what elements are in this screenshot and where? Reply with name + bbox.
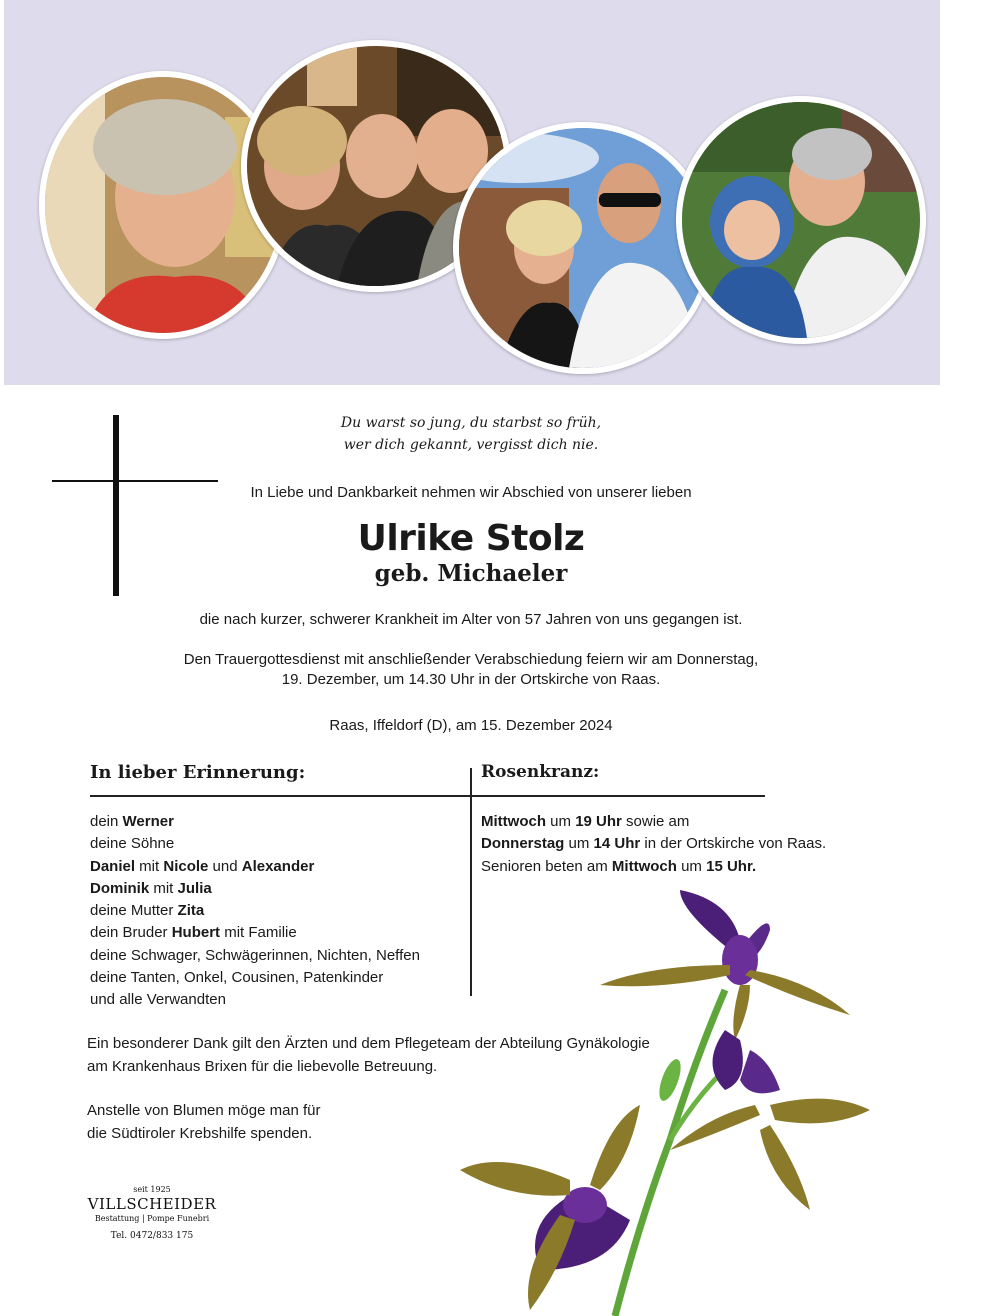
- intro-text: In Liebe und Dankbarkeit nehmen wir Abschied von unserer lieben: [250, 484, 692, 501]
- memory-heading: In lieber Erinnerung:: [90, 762, 306, 783]
- list-item: deine Söhne: [90, 835, 175, 853]
- thanks-line-1: Ein besonderer Dank gilt den Ärzten und dem Pflegeteam der Abteilung Gynäkologie: [87, 1035, 650, 1052]
- deceased-name: Ulrike Stolz: [357, 518, 585, 559]
- list-item: deine Tanten, Onkel, Cousinen, Patenkinder: [90, 969, 384, 987]
- rosary-heading: Rosenkranz:: [481, 762, 600, 782]
- list-item: Daniel mit Nicole und Alexander: [90, 857, 315, 875]
- service-line-1: Den Trauergottesdienst mit anschließender Verabschiedung feiern wir am Donnerstag,: [183, 651, 759, 668]
- rosary-line: Donnerstag um 14 Uhr in der Ortskirche von Raas.: [481, 835, 827, 853]
- donation-text: [87, 1100, 320, 1145]
- verse-line-2: wer dich gekannt, vergisst dich nie.: [343, 437, 599, 453]
- logo-subtitle: Bestattung | Pompe Funebri: [94, 1214, 210, 1223]
- rosary-line: Senioren beten am Mittwoch um 15 Uhr.: [481, 857, 757, 875]
- list-item: dein Werner: [90, 813, 174, 830]
- logo-since: seit 1925: [133, 1185, 171, 1194]
- orchid-flower-bottom: [460, 1105, 640, 1310]
- rosary-info: [481, 811, 826, 878]
- verse-line-1: Du warst so jung, du starbst so früh,: [340, 415, 602, 431]
- section-divider-horizontal: [90, 795, 765, 797]
- orchid-flower-top: [600, 890, 850, 1040]
- logo-phone: Tel. 0472/833 175: [110, 1231, 194, 1241]
- birth-name: geb. Michaeler: [374, 560, 568, 587]
- service-info: [150, 650, 792, 690]
- photo-woman-with-child: [676, 96, 926, 344]
- photo-couple-outdoors: [453, 122, 713, 374]
- donation-line-1: Anstelle von Blumen möge man für: [87, 1102, 321, 1119]
- list-item: deine Schwager, Schwägerinnen, Nichten, Neffen: [90, 946, 420, 964]
- logo-brand: VILLSCHEIDER: [87, 1195, 217, 1213]
- list-item: dein Bruder Hubert mit Familie: [90, 924, 297, 942]
- age-line: die nach kurzer, schwerer Krankheit im Alter von 57 Jahren von uns gegangen ist.: [199, 611, 743, 628]
- thanks-line-2: am Krankenhaus Brixen für die liebevolle Betreuung.: [87, 1057, 438, 1075]
- list-item: und alle Verwandten: [90, 991, 226, 1009]
- service-line-2: 19. Dezember, um 14.30 Uhr in der Ortskirche von Raas.: [281, 671, 661, 688]
- donation-line-2: die Südtiroler Krebshilfe spenden.: [87, 1124, 313, 1142]
- place-date: Raas, Iffeldorf (D), am 15. Dezember 2024: [329, 717, 613, 734]
- orchid-illustration: [440, 890, 900, 1316]
- cross-horizontal: [52, 480, 218, 482]
- verse: [150, 412, 792, 456]
- cross-vertical: [113, 415, 119, 596]
- list-item: deine Mutter Zita: [90, 902, 205, 920]
- funeral-home-logo: [82, 1185, 222, 1244]
- rosary-line: Mittwoch um 19 Uhr sowie am: [481, 813, 690, 830]
- list-item: Dominik mit Julia: [90, 879, 212, 897]
- mourners-list: [90, 811, 420, 1012]
